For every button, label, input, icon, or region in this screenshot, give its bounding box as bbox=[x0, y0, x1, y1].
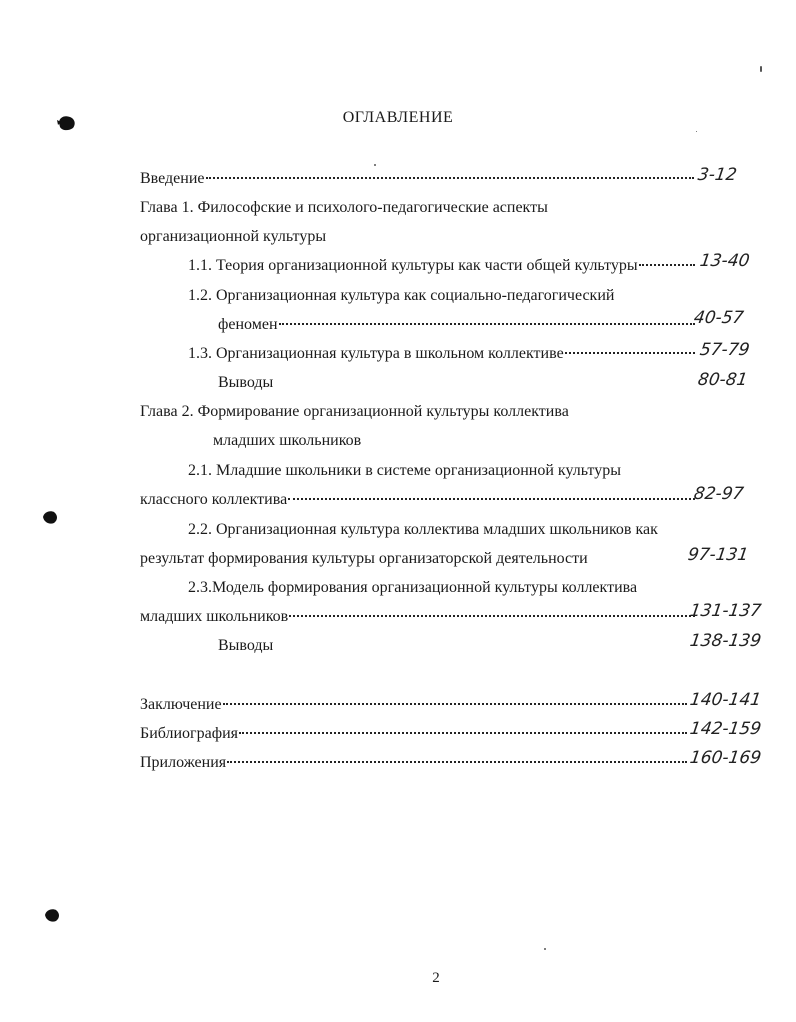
toc-entry-2-1-line1: 2.1. Младшие школьники в системе организационной культуры bbox=[188, 462, 621, 479]
dot-leader bbox=[279, 323, 695, 325]
toc-entry-1-3 bbox=[188, 344, 696, 364]
toc-entry-label: Приложения bbox=[140, 754, 227, 771]
page-range-handwritten: 3-12 bbox=[696, 165, 738, 185]
toc-entry-label: Заключение bbox=[140, 696, 222, 713]
toc-entry-label: 1.3. Организационная культура в школьном коллективе bbox=[188, 345, 564, 362]
page-range-handwritten: 40-57 bbox=[692, 308, 745, 328]
toc-entry-1-2 bbox=[218, 315, 696, 335]
dot-leader bbox=[565, 352, 695, 354]
dot-leader bbox=[206, 177, 695, 179]
page-title: ОГЛАВЛЕНИЕ bbox=[342, 109, 454, 126]
page-number: 2 bbox=[432, 970, 440, 986]
toc-entry-label: Библиография bbox=[140, 725, 238, 742]
page-range-handwritten: 97-131 bbox=[686, 545, 750, 565]
chapter-heading: Глава 1. Философские и психолого-педагогические аспекты bbox=[140, 199, 548, 216]
page-range-handwritten: 131-137 bbox=[688, 601, 763, 621]
page-range-handwritten: 57-79 bbox=[698, 340, 751, 360]
dot-leader bbox=[289, 615, 695, 617]
chapter-heading-continuation: организационной культуры bbox=[140, 228, 327, 245]
toc-entry-intro bbox=[140, 169, 695, 189]
toc-entry-conclusions-2: Выводы bbox=[218, 637, 274, 654]
punch-hole-mark bbox=[42, 907, 62, 923]
toc-entry-label: Введение bbox=[140, 170, 205, 187]
page-range-handwritten: 160-169 bbox=[688, 748, 763, 768]
toc-entry-2-2-line2: результат формирования культуры организаторской деятельности bbox=[140, 550, 588, 567]
dot-leader bbox=[639, 264, 695, 266]
toc-entry-1-2-line1: 1.2. Организационная культура как социально-педагогический bbox=[188, 287, 615, 304]
page-range-handwritten: 82-97 bbox=[692, 484, 745, 504]
page-range-handwritten: 142-159 bbox=[688, 719, 763, 739]
chapter-heading-continuation: младших школьников bbox=[213, 432, 362, 449]
toc-entry-label: феномен bbox=[218, 316, 278, 333]
page-range-handwritten: 138-139 bbox=[688, 631, 763, 651]
scan-speck bbox=[544, 948, 546, 950]
toc-entry-1-1 bbox=[188, 256, 696, 276]
toc-entry-appendices bbox=[140, 753, 688, 773]
scan-speck bbox=[760, 66, 762, 72]
page-range-handwritten: 80-81 bbox=[696, 370, 749, 390]
dot-leader bbox=[223, 703, 687, 705]
scan-speck bbox=[374, 164, 376, 166]
toc-entry-2-3 bbox=[140, 607, 696, 627]
dot-leader bbox=[239, 732, 687, 734]
toc-entry-bibliography bbox=[140, 724, 688, 744]
toc-entry-label: 1.1. Теория организационной культуры как части общей культуры bbox=[188, 257, 638, 274]
toc-entry-label: младших школьников bbox=[140, 608, 289, 625]
toc-entry-2-1 bbox=[140, 490, 696, 510]
chapter-heading: Глава 2. Формирование организационной культуры коллектива bbox=[140, 403, 569, 420]
toc-entry-2-3-line1: 2.3.Модель формирования организационной культуры коллектива bbox=[188, 579, 638, 596]
page-range-handwritten: 13-40 bbox=[698, 251, 751, 271]
scan-speck bbox=[696, 131, 697, 132]
toc-entry-conclusions-1: Выводы bbox=[218, 374, 274, 391]
punch-hole-mark bbox=[40, 509, 60, 525]
page-range-handwritten: 140-141 bbox=[688, 690, 763, 710]
dot-leader bbox=[227, 761, 687, 763]
toc-entry-2-2-line1: 2.2. Организационная культура коллектива младших школьников как bbox=[188, 521, 658, 538]
toc-entry-conclusion bbox=[140, 695, 688, 715]
dot-leader bbox=[288, 498, 695, 500]
toc-entry-label: классного коллектива bbox=[140, 491, 288, 508]
